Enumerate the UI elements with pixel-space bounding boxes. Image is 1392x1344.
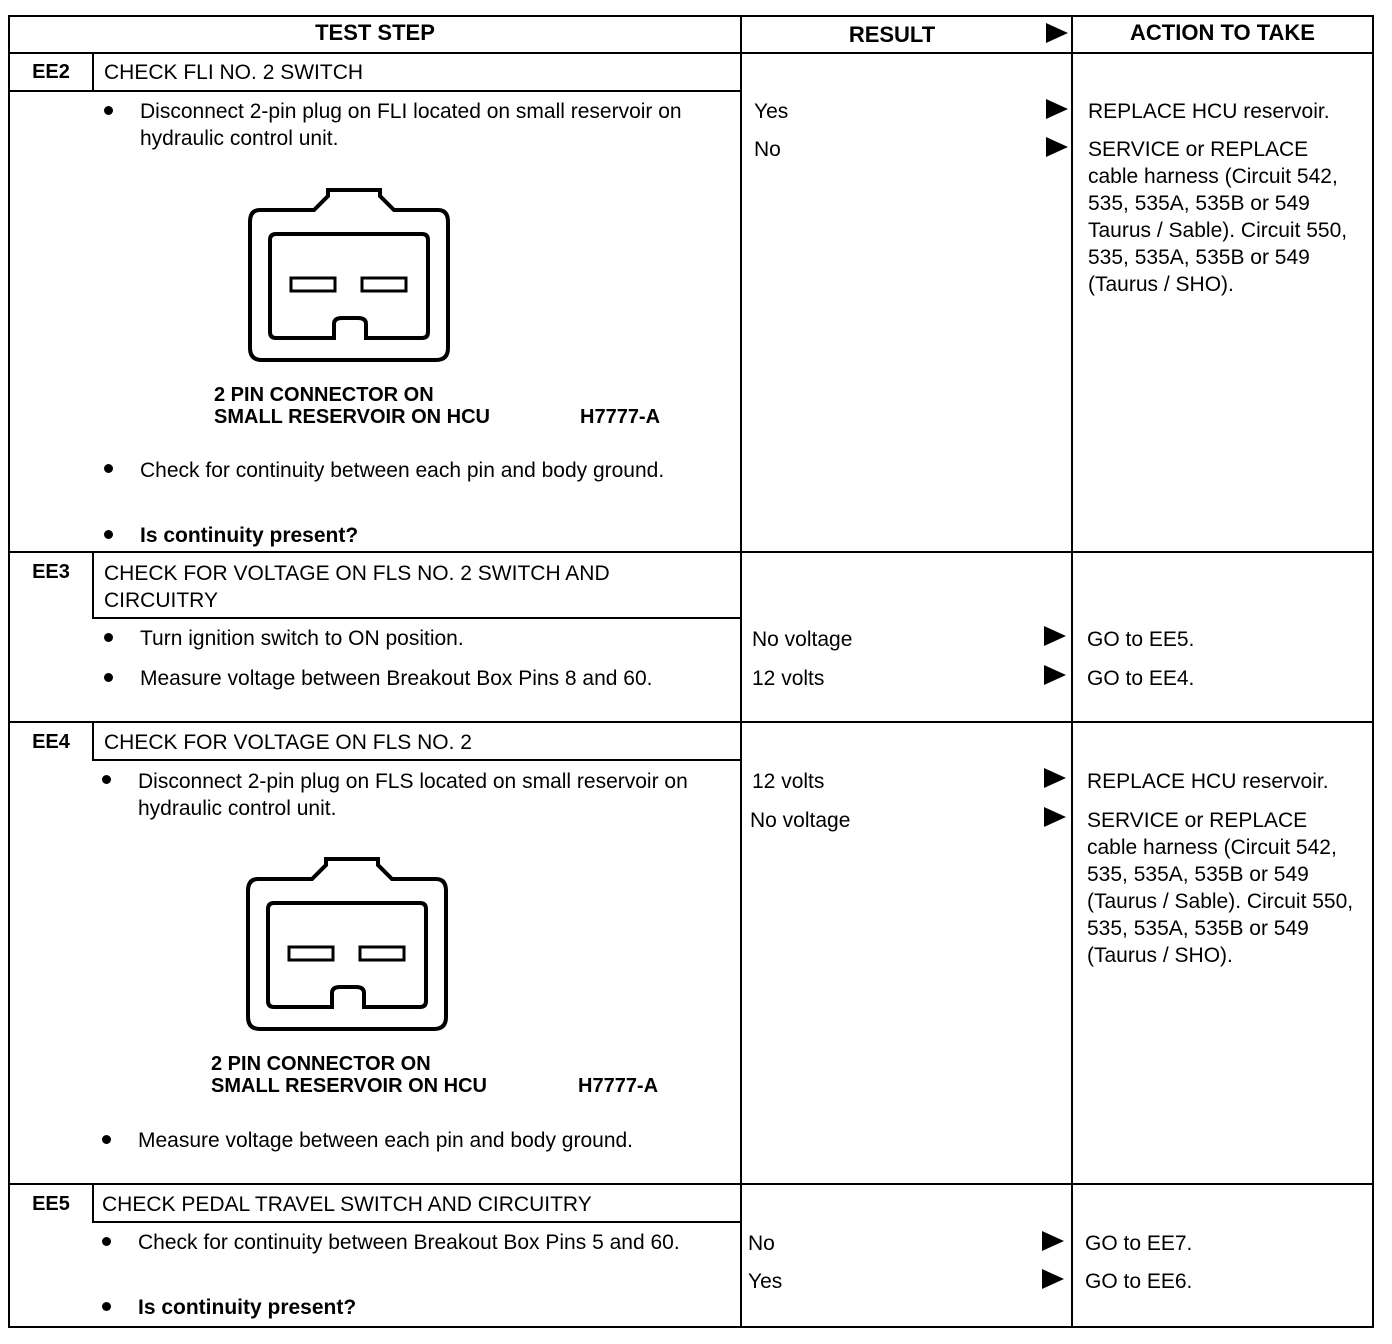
bullet-icon bbox=[102, 1135, 111, 1144]
bullet-icon bbox=[104, 106, 113, 115]
instruction: Check for continuity between each pin and body ground. bbox=[140, 459, 665, 482]
figure-caption: 2 PIN CONNECTOR ON bbox=[214, 384, 434, 406]
arrow-icon bbox=[1042, 1231, 1064, 1251]
arrow-icon bbox=[1046, 137, 1068, 157]
arrow-icon bbox=[1042, 1269, 1064, 1289]
arrow-icon bbox=[1044, 807, 1066, 827]
header-result: RESULT bbox=[848, 22, 936, 47]
step-id: EE5 bbox=[32, 1193, 70, 1215]
result: No voltage bbox=[752, 628, 853, 651]
result: 12 volts bbox=[752, 667, 825, 690]
action: GO to EE6. bbox=[1085, 1270, 1193, 1293]
instruction: Is continuity present? bbox=[140, 524, 359, 547]
instruction: Disconnect 2-pin plug on FLI located on small reservoir on hydraulic control unit. bbox=[140, 100, 682, 150]
arrow-icon bbox=[1046, 99, 1068, 119]
step-id: EE4 bbox=[32, 731, 70, 753]
header-test-step: TEST STEP bbox=[315, 20, 435, 45]
figure-caption: SMALL RESERVOIR ON HCU bbox=[211, 1075, 487, 1097]
arrow-icon bbox=[1044, 626, 1066, 646]
arrow-icon bbox=[1044, 665, 1066, 685]
result: No bbox=[754, 138, 781, 161]
step-id: EE2 bbox=[32, 61, 70, 83]
figure-code: H7777-A bbox=[578, 1075, 659, 1097]
figure-caption: SMALL RESERVOIR ON HCU bbox=[214, 406, 490, 428]
action: GO to EE5. bbox=[1087, 628, 1195, 651]
result: No bbox=[748, 1232, 775, 1255]
action: REPLACE HCU reservoir. bbox=[1087, 770, 1329, 793]
instruction: Check for continuity between Breakout Box Pins 5 and 60. bbox=[138, 1231, 680, 1254]
step-title: CHECK FOR VOLTAGE ON FLS NO. 2 SWITCH AND CIRCUITRY bbox=[104, 562, 610, 612]
action: GO to EE4. bbox=[1087, 667, 1195, 690]
bullet-icon bbox=[104, 464, 113, 473]
instruction: Turn ignition switch to ON position. bbox=[140, 627, 464, 650]
bullet-icon bbox=[102, 1237, 111, 1246]
step-title: CHECK FOR VOLTAGE ON FLS NO. 2 bbox=[104, 731, 472, 754]
step-title: CHECK PEDAL TRAVEL SWITCH AND CIRCUITRY bbox=[102, 1193, 592, 1216]
instruction: Is continuity present? bbox=[138, 1296, 357, 1319]
connector-diagram bbox=[246, 188, 452, 362]
arrow-icon bbox=[1046, 23, 1068, 43]
bullet-icon bbox=[104, 530, 113, 539]
header-action: ACTION TO TAKE bbox=[1130, 20, 1315, 45]
figure-code: H7777-A bbox=[580, 406, 661, 428]
instruction: Measure voltage between each pin and body ground. bbox=[138, 1129, 634, 1152]
instruction: Measure voltage between Breakout Box Pins 8 and 60. bbox=[140, 667, 653, 690]
figure-caption: 2 PIN CONNECTOR ON bbox=[211, 1053, 431, 1075]
bullet-icon bbox=[102, 1302, 111, 1311]
action: SERVICE or REPLACE cable harness (Circuit 542, 535, 535A, 535B or 549 (Taurus / Sable). Circuit 550, 535, 535A, 535B or 549 (Taurus / SHO). bbox=[1087, 809, 1354, 967]
result: No voltage bbox=[750, 809, 851, 832]
result: Yes bbox=[748, 1270, 783, 1293]
result: 12 volts bbox=[752, 770, 825, 793]
step-id: EE3 bbox=[32, 561, 70, 583]
arrow-icon bbox=[1044, 768, 1066, 788]
action: GO to EE7. bbox=[1085, 1232, 1193, 1255]
connector-diagram bbox=[244, 857, 450, 1031]
action: SERVICE or REPLACE cable harness (Circuit 542, 535, 535A, 535B or 549 Taurus / Sable). Circuit 550, 535, 535A, 535B or 549 (Taurus / SHO). bbox=[1088, 138, 1348, 296]
instruction: Disconnect 2-pin plug on FLS located on small reservoir on hydraulic control unit. bbox=[138, 770, 688, 820]
action: REPLACE HCU reservoir. bbox=[1088, 100, 1330, 123]
result: Yes bbox=[754, 100, 789, 123]
step-title: CHECK FLI NO. 2 SWITCH bbox=[104, 61, 364, 84]
bullet-icon bbox=[102, 775, 111, 784]
bullet-icon bbox=[104, 633, 113, 642]
bullet-icon bbox=[104, 673, 113, 682]
